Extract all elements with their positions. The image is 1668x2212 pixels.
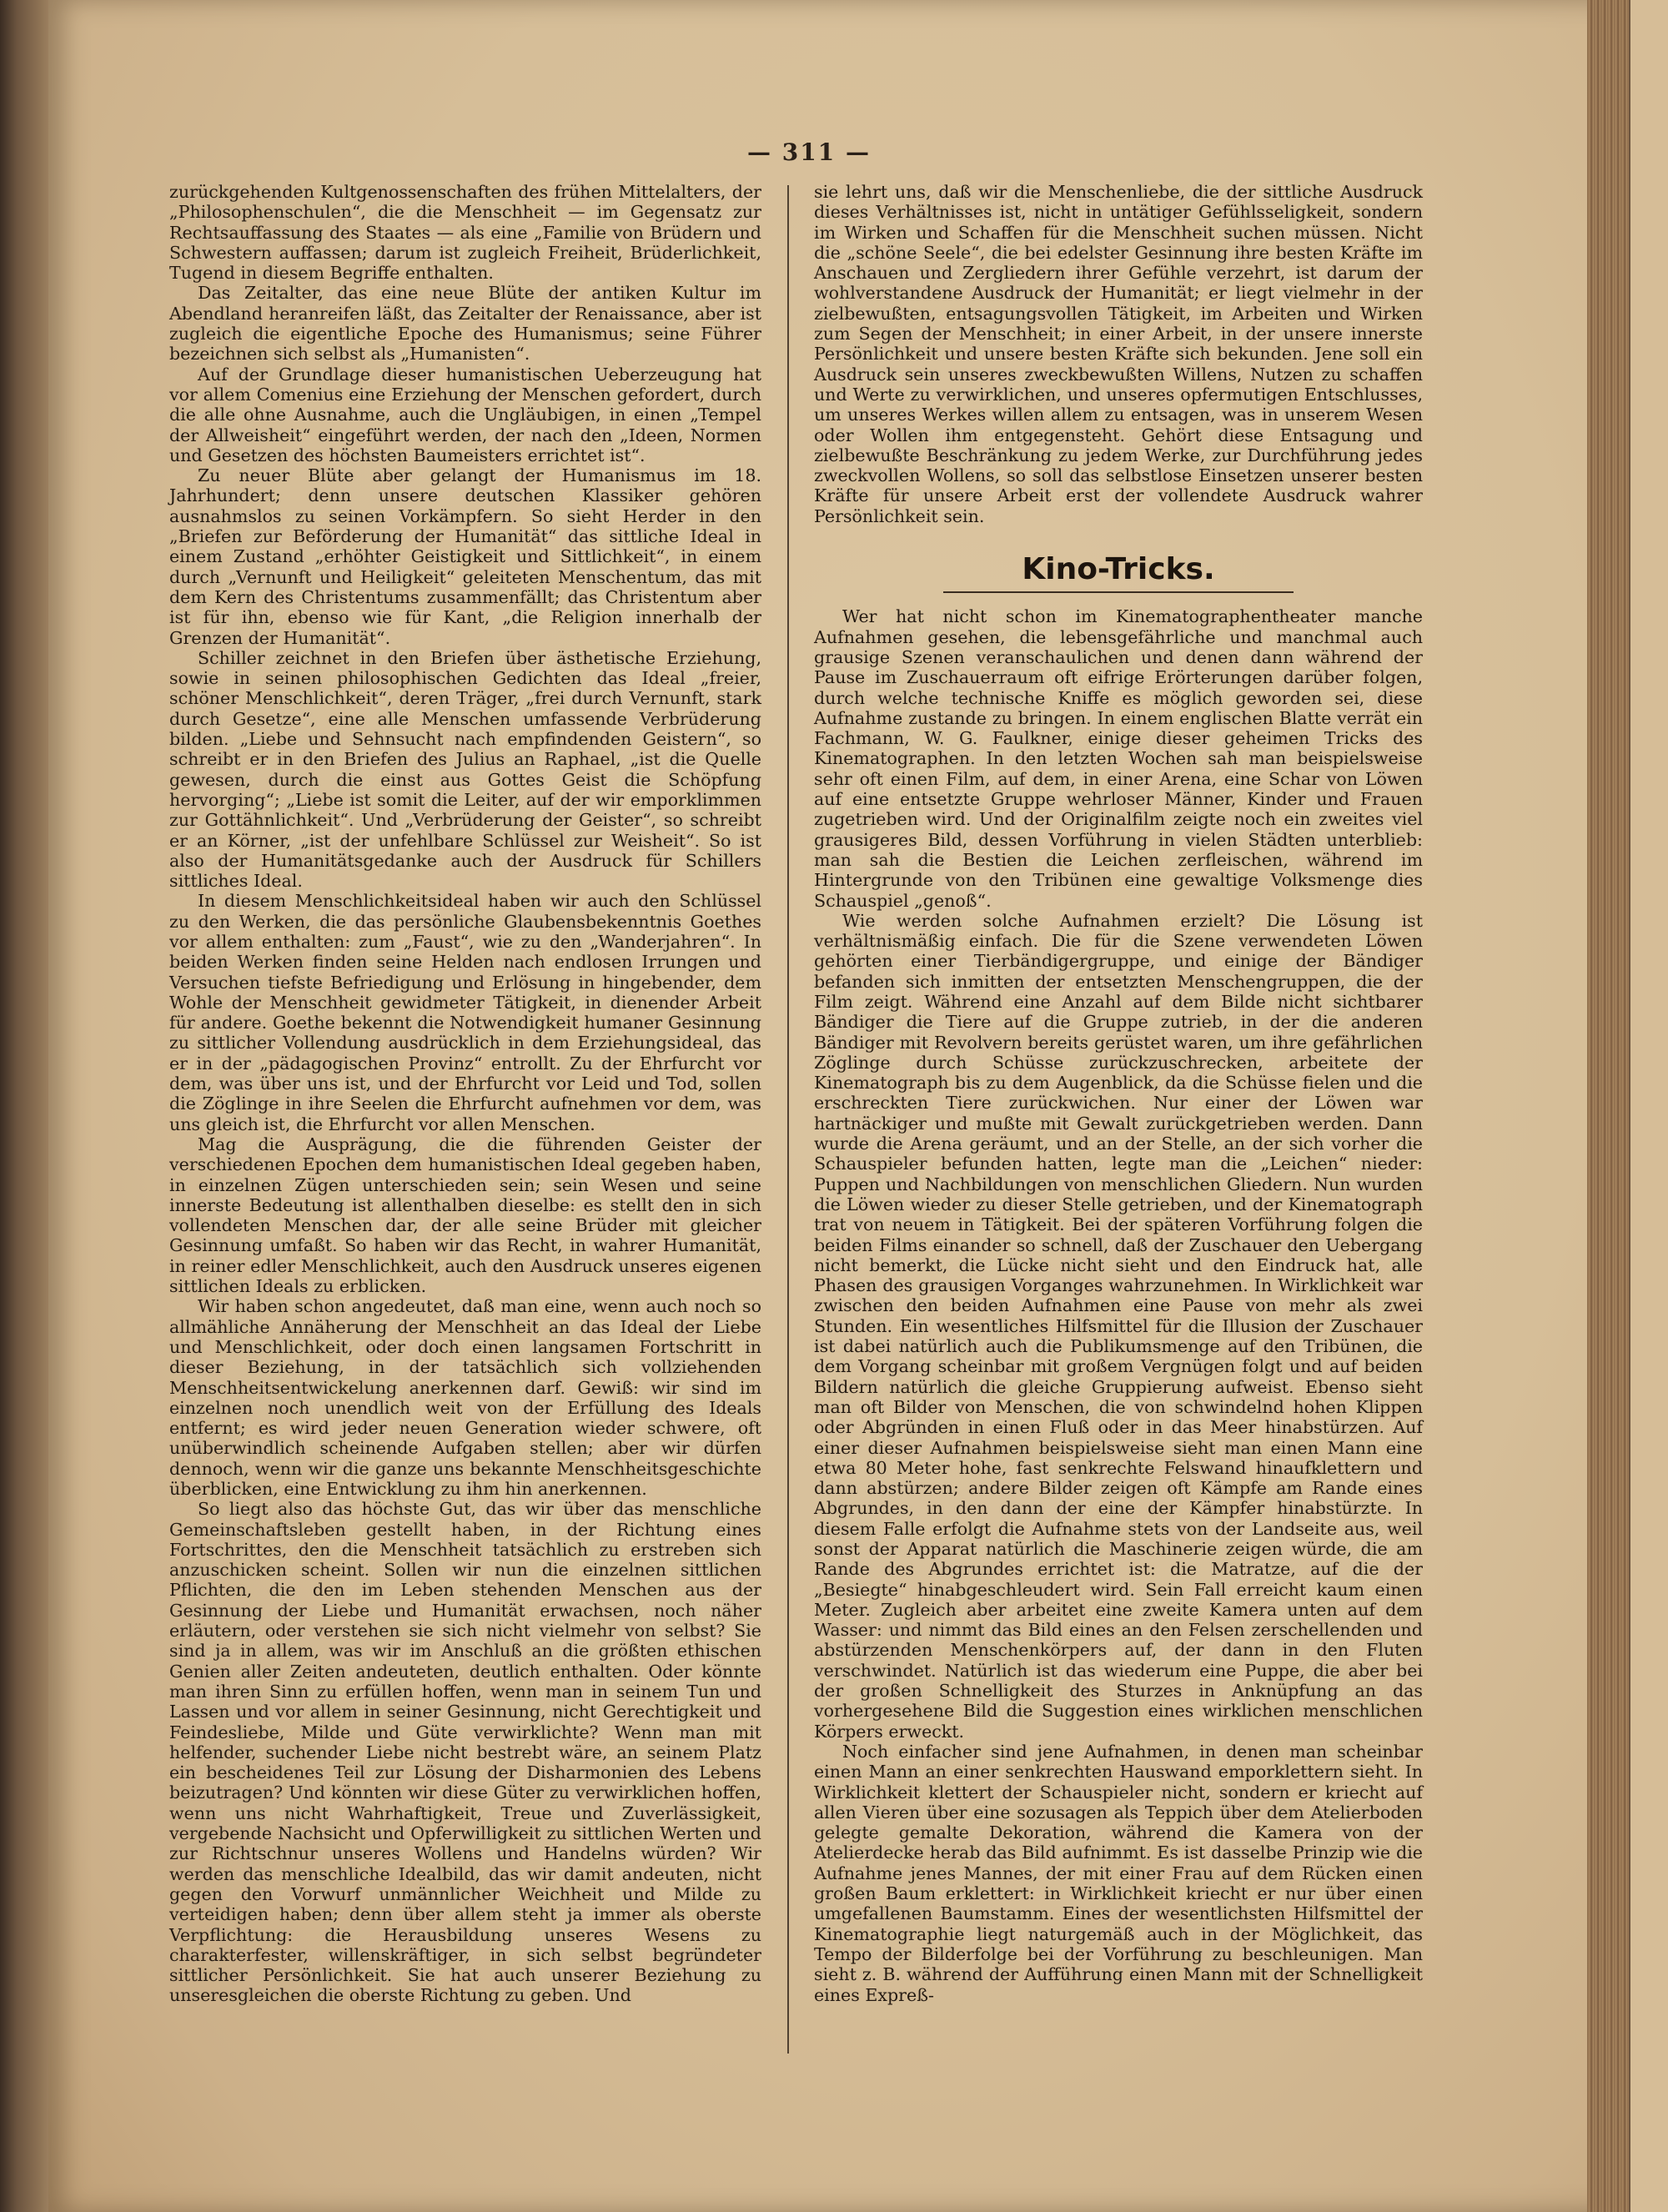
- column-divider: [787, 185, 789, 2054]
- left-column: [169, 182, 761, 2006]
- page-number: — 311 —: [747, 138, 871, 166]
- paragraph: So liegt also das höchste Gut, das wir über das menschliche Gemeinschaftsleben gestellt haben, in der Richtung eines Fortschrittes, den die Menschheit tatsächlich zu erstreben sich anzuschicken scheint. Sollen wir nun die einzelnen sittlichen Pflichten, die den im Leben stehenden Menschen aus der Gesinnung der Liebe und Humanität erwachsen, noch näher erläutern, oder verstehen sie sich nicht vielmehr von selbst? Sie sind ja in allem, was wir im Anschluß an die größten ethischen Genien aller Zeiten andeuteten, deutlich enthalten. Oder könnte man ihren Sinn zu erfüllen hoffen, wenn man in seinem Tun und Lassen und vor allem in seiner Gesinnung, nicht Gerechtigkeit und Feindesliebe, Milde und Güte verwirklichte? Wenn man mit helfender, suchender Liebe nicht bestrebt wäre, an seinem Platz ein bescheidenes Teil zur Lösung der Disharmonien des Lebens beizutragen? Und könnten wir diese Güter zu verwirklichen hoffen, wenn uns nicht Wahrhaftigkeit, Treue und Zuverlässigkeit, vergebende Nachsicht und Opferwilligkeit zu sittlichen Werten und zur Richtschnur unseres Wollens und Handelns würden? Wir werden das menschliche Idealbild, das wir damit andeuten, nicht gegen den Vorwurf unmännlicher Weichheit und Milde zu verteidigen haben; denn über allem steht ja immer als oberste Verpflichtung: die Herausbildung unseres Wesens zu charakterfester, willenskräftiger, in sich selbst begründeter sittlicher Persönlichkeit. Sie hat auch unserer Beziehung zu unseresgleichen die oberste Richtung zu geben. Und: [169, 1499, 761, 2006]
- paragraph: Wer hat nicht schon im Kinematographentheater manche Aufnahmen gesehen, die lebensgefährliche und manchmal auch grausige Szenen veranschaulichen und denen dann während der Pause im Zuschauerraum oft eifrige Erörterungen darüber folgen, durch welche technische Kniffe es möglich geworden sei, diese Aufnahme zustande zu bringen. In einem englischen Blatte verrät ein Fachmann, W. G. Faulkner, einige dieser geheimen Tricks des Kinematographen. In den letzten Wochen sah man beispielsweise sehr oft einen Film, auf dem, in einer Arena, eine Schar von Löwen auf eine entsetzte Gruppe wehrloser Männer, Kinder und Frauen zugetrieben wird. Und der Originalfilm zeigte noch ein zweites viel grausigeres Bild, dessen Vorführung in vielen Städten unterblieb: man sah die Bestien die Leichen zerfleischen, während im Hintergrunde von den Tribünen eine gewaltige Volksmenge dies Schauspiel „genoß“.: [814, 606, 1423, 911]
- paragraph: sie lehrt uns, daß wir die Menschenliebe, die der sittliche Ausdruck dieses Verhältnisses ist, nicht in untätiger Gefühlsseligkeit, sondern im Wirken und Schaffen für die Menschheit suchen müssen. Nicht die „schöne Seele“, die bei edelster Gesinnung ihre besten Kräfte im Anschauen und Zergliedern ihrer Gefühle verzehrt, ist darum der wohlverstandene Ausdruck der Humanität; er liegt vielmehr in der zielbewußten, entsagungsvollen Tätigkeit, im Arbeiten und Wirken zum Segen der Menschheit; in einer Arbeit, in der unsere innerste Persönlichkeit und unsere besten Kräfte sich bekunden. Jene soll ein Ausdruck sein unseres zweckbewußten Willens, Nutzen zu schaffen und Werte zu verwirklichen, und unseres opfermutigen Entschlusses, um unseres Werkes willen allem zu entsagen, was in unserem Wesen oder Wollen ihm entgegensteht. Gehört diese Entsagung und zielbewußte Beschränkung zu jedem Werke, zur Durchführung jedes zweckvollen Wollens, so soll das selbstlose Einsetzen unserer besten Kräfte für unsere Arbeit erst der vollendete Ausdruck wahrer Persönlichkeit sein.: [814, 182, 1423, 526]
- paragraph: Noch einfacher sind jene Aufnahmen, in denen man scheinbar einen Mann an einer senkrechten Hauswand emporklettern sieht. In Wirklichkeit klettert der Schauspieler nicht, sondern er kriecht auf allen Vieren über eine sozusagen als Teppich über dem Atelierboden gelegte gemalte Dekoration, während die Kamera von der Atelierdecke herab das Bild aufnimmt. Es ist dasselbe Prinzip wie die Aufnahme jenes Mannes, der mit einer Frau auf dem Rücken einen großen Baum erklettert: in Wirklichkeit kriecht er nur über einen umgefallenen Baumstamm. Eines der wesentlichsten Hilfsmittel der Kinematographie liegt naturgemäß auch in der Möglichkeit, das Tempo der Bilderfolge bei der Vorführung zu beschleunigen. Man sieht z. B. während der Aufführung einen Mann mit der Schnelligkeit eines Expreß-: [814, 1741, 1423, 2005]
- page-edges: [1587, 0, 1629, 2212]
- article-heading: Kino-Tricks.: [1022, 552, 1215, 587]
- paragraph: Wir haben schon angedeutet, daß man eine, wenn auch noch so allmähliche Annäherung der Menschheit an das Ideal der Liebe und Menschlichkeit, oder doch einen langsamen Fortschritt in dieser Beziehung, in der tatsächlich sich vollziehenden Menschheitsentwickelung anerkennen darf. Gewiß: wir sind im einzelnen noch unendlich weit von der Erfüllung des Ideals entfernt; es wird jeder neuen Generation wieder schwere, oft unüberwindlich scheinende Aufgaben stellen; aber wir dürfen dennoch, wenn wir die ganze uns bekannte Menschheitsgeschichte überblicken, eine Entwicklung zu ihm hin anerkennen.: [169, 1296, 761, 1499]
- paragraph: Das Zeitalter, das eine neue Blüte der antiken Kultur im Abendland heranreifen läßt, das Zeitalter der Renaissance, aber ist zugleich die eigentliche Epoche des Humanismus; seine Führer bezeichnen sich selbst als „Humanisten“.: [169, 283, 761, 364]
- paragraph: Wie werden solche Aufnahmen erzielt? Die Lösung ist verhältnismäßig einfach. Die für die Szene verwendeten Löwen gehörten einer Tierbändigergruppe, und einige der Bändiger befanden sich inmitten der entsetzten Menschengruppen, die der Film zeigt. Während eine Anzahl auf dem Bilde nicht sichtbarer Bändiger die Tiere auf die Gruppe zutrieb, in der die anderen Bändiger mit Revolvern bereits gerüstet waren, um ihre gefährlichen Zöglinge durch Schüsse zurückzuschrecken, arbeitete der Kinematograph bis zu dem Augenblick, da die Schüsse fielen und die erschreckten Tiere zurückwichen. Nur einer der Löwen war hartnäckiger und mußte mit Gewalt zurückgetrieben werden. Dann wurde die Arena geräumt, und an der Stelle, an der sich vorher die Schauspieler befunden hatten, legte man die „Leichen“ nieder: Puppen und Nachbildungen von menschlichen Gliedern. Nun wurden die Löwen wieder zu dieser Stelle getrieben, und der Kinematograph trat von neuem in Tätigkeit. Bei der späteren Vorführung folgen die beiden Films einander so schnell, daß der Zuschauer den Uebergang nicht bemerkt, die Lücke nicht sieht und den Eindruck hat, alle Phasen des grausigen Vorganges wahrzunehmen. In Wirklichkeit war zwischen den beiden Aufnahmen eine Pause von mehr als zwei Stunden. Ein wesentliches Hilfsmittel für die Illusion der Zuschauer ist dabei natürlich auch die Publikumsmenge auf den Tribünen, die dem Vorgang scheinbar mit großem Vergnügen folgt und auf beiden Bildern natürlich die gleiche Gruppierung aufweist. Ebenso sieht man oft Bilder von Menschen, die von schwindelnd hohen Klippen oder Abgründen in einen Fluß oder in das Meer hinabstürzen. Auf einer dieser Aufnahmen beispielsweise sieht man einen Mann eine etwa 80 Meter hohe, fast senkrechte Felswand hinaufklettern und dann abstürzen; andere Bilder zeigen oft Kämpfe am Rande eines Abgrundes, in den dann der eine der Kämpfer hinabstürzte. In diesem Falle erfolgt die Aufnahme stets von der Landseite aus, weil sonst der Apparat natürlich die Maschinerie zeigen würde, die am Rande des Abgrundes errichtet ist: die Matratze, auf die der „Besiegte“ hinabgeschleudert wird. Sein Fall erreicht kaum einen Meter. Zugleich aber arbeitet eine zweite Kamera unten auf dem Wasser: und nimmt das Bild eines an den Felsen zerschellenden und abstürzenden Menschenkörpers auf, der dann in den Fluten verschwindet. Natürlich ist das wiederum eine Puppe, die aber bei der großen Schnelligkeit des Sturzes in Anknüpfung an das vorhergesehene Bild die Suggestion eines wirklichen menschlichen Körpers erweckt.: [814, 910, 1423, 1742]
- paragraph: In diesem Menschlichkeitsideal haben wir auch den Schlüssel zu den Werken, die das persönliche Glaubensbekenntnis Goethes vor allem enthalten: zum „Faust“, wie zu den „Wanderjahren“. In beiden Werken finden seine Helden nach endlosen Irrungen und Versuchen tiefste Befriedigung und Erlösung in hingebender, dem Wohle der Menschheit gewidmeter Tätigkeit, in dienender Arbeit für andere. Goethe bekennt die Notwendigkeit humaner Gesinnung zu sittlicher Vollendung ausdrücklich in dem Erziehungsideal, das er in der „pädagogischen Provinz“ entrollt. Zu der Ehrfurcht vor dem, was über uns ist, und der Ehrfurcht vor Leid und Tod, sollen die Zöglinge in ihre Seelen die Ehrfurcht aufnehmen vor dem, was uns gleich ist, die Ehrfurcht vor allen Menschen.: [169, 891, 761, 1134]
- paragraph: Zu neuer Blüte aber gelangt der Humanismus im 18. Jahrhundert; denn unsere deutschen Klassiker gehören ausnahmslos zu seinen Vorkämpfern. So sieht Herder in den „Briefen zur Beförderung der Humanität“ das sittliche Ideal in einem Zustand „erhöhter Geistigkeit und Sittlichkeit“, in einem durch „Vernunft und Heiligkeit“ geleiteten Menschentum, das mit dem Kern des Christentums zusammenfällt; das Christentum aber ist für ihn, ebenso wie für Kant, „die Religion innerhalb der Grenzen der Humanität“.: [169, 465, 761, 648]
- right-column: [814, 182, 1423, 2005]
- paragraph: Schiller zeichnet in den Briefen über ästhetische Erziehung, sowie in seinen philosophischen Gedichten das Ideal „freier, schöner Menschlichkeit“, deren Träger, „frei durch Vernunft, stark durch Gesetze“, eine alle Menschen umfassende Verbrüderung bilden. „Liebe und Sehnsucht nach empfindenden Geistern“, so schreibt er in den Briefen des Julius an Raphael, „ist die Quelle gewesen, durch die einst aus Gottes Geist die Schöpfung hervorging“; „Liebe ist somit die Leiter, auf der wir emporklimmen zur Gottähnlichkeit“. Und „Verbrüderung der Geister“, so schreibt er an Körner, „ist der unfehlbare Schlüssel zur Weisheit“. So ist also der Humanitätsgedanke auch der Ausdruck für Schillers sittliches Ideal.: [169, 647, 761, 892]
- heading-rule: [943, 591, 1294, 593]
- paragraph: Auf der Grundlage dieser humanistischen Ueberzeugung hat vor allem Comenius eine Erziehung der Menschen gefordert, durch die alle ohne Ausnahme, auch die Ungläubigen, in einen „Tempel der Allweisheit“ eingeführt werden, der nach den „Ideen, Normen und Gesetzen des höchsten Baumeisters errichtet ist“.: [169, 364, 761, 465]
- paragraph: Mag die Ausprägung, die die führenden Geister der verschiedenen Epochen dem humanistischen Ideal gegeben haben, in einzelnen Zügen unterschieden sein; sein Wesen und seine innerste Bedeutung ist allenthalben dieselbe: es stellt den in sich vollendeten Menschen dar, der alle seine Brüder mit gleicher Gesinnung umfaßt. So haben wir das Recht, in wahrer Humanität, in reiner edler Menschlichkeit, auch den Ausdruck unseres eigenen sittlichen Ideals zu erblicken.: [169, 1134, 761, 1297]
- paragraph: zurückgehenden Kultgenossenschaften des frühen Mittelalters, der „Philosophenschulen“, die die Menschheit — im Gegensatz zur Rechtsauffassung des Staates — als eine „Familie von Brüdern und Schwestern auffassen; darum ist zugleich Freiheit, Brüderlichkeit, Tugend in diesem Begriffe enthalten.: [169, 182, 761, 284]
- article-heading-block: [814, 552, 1423, 593]
